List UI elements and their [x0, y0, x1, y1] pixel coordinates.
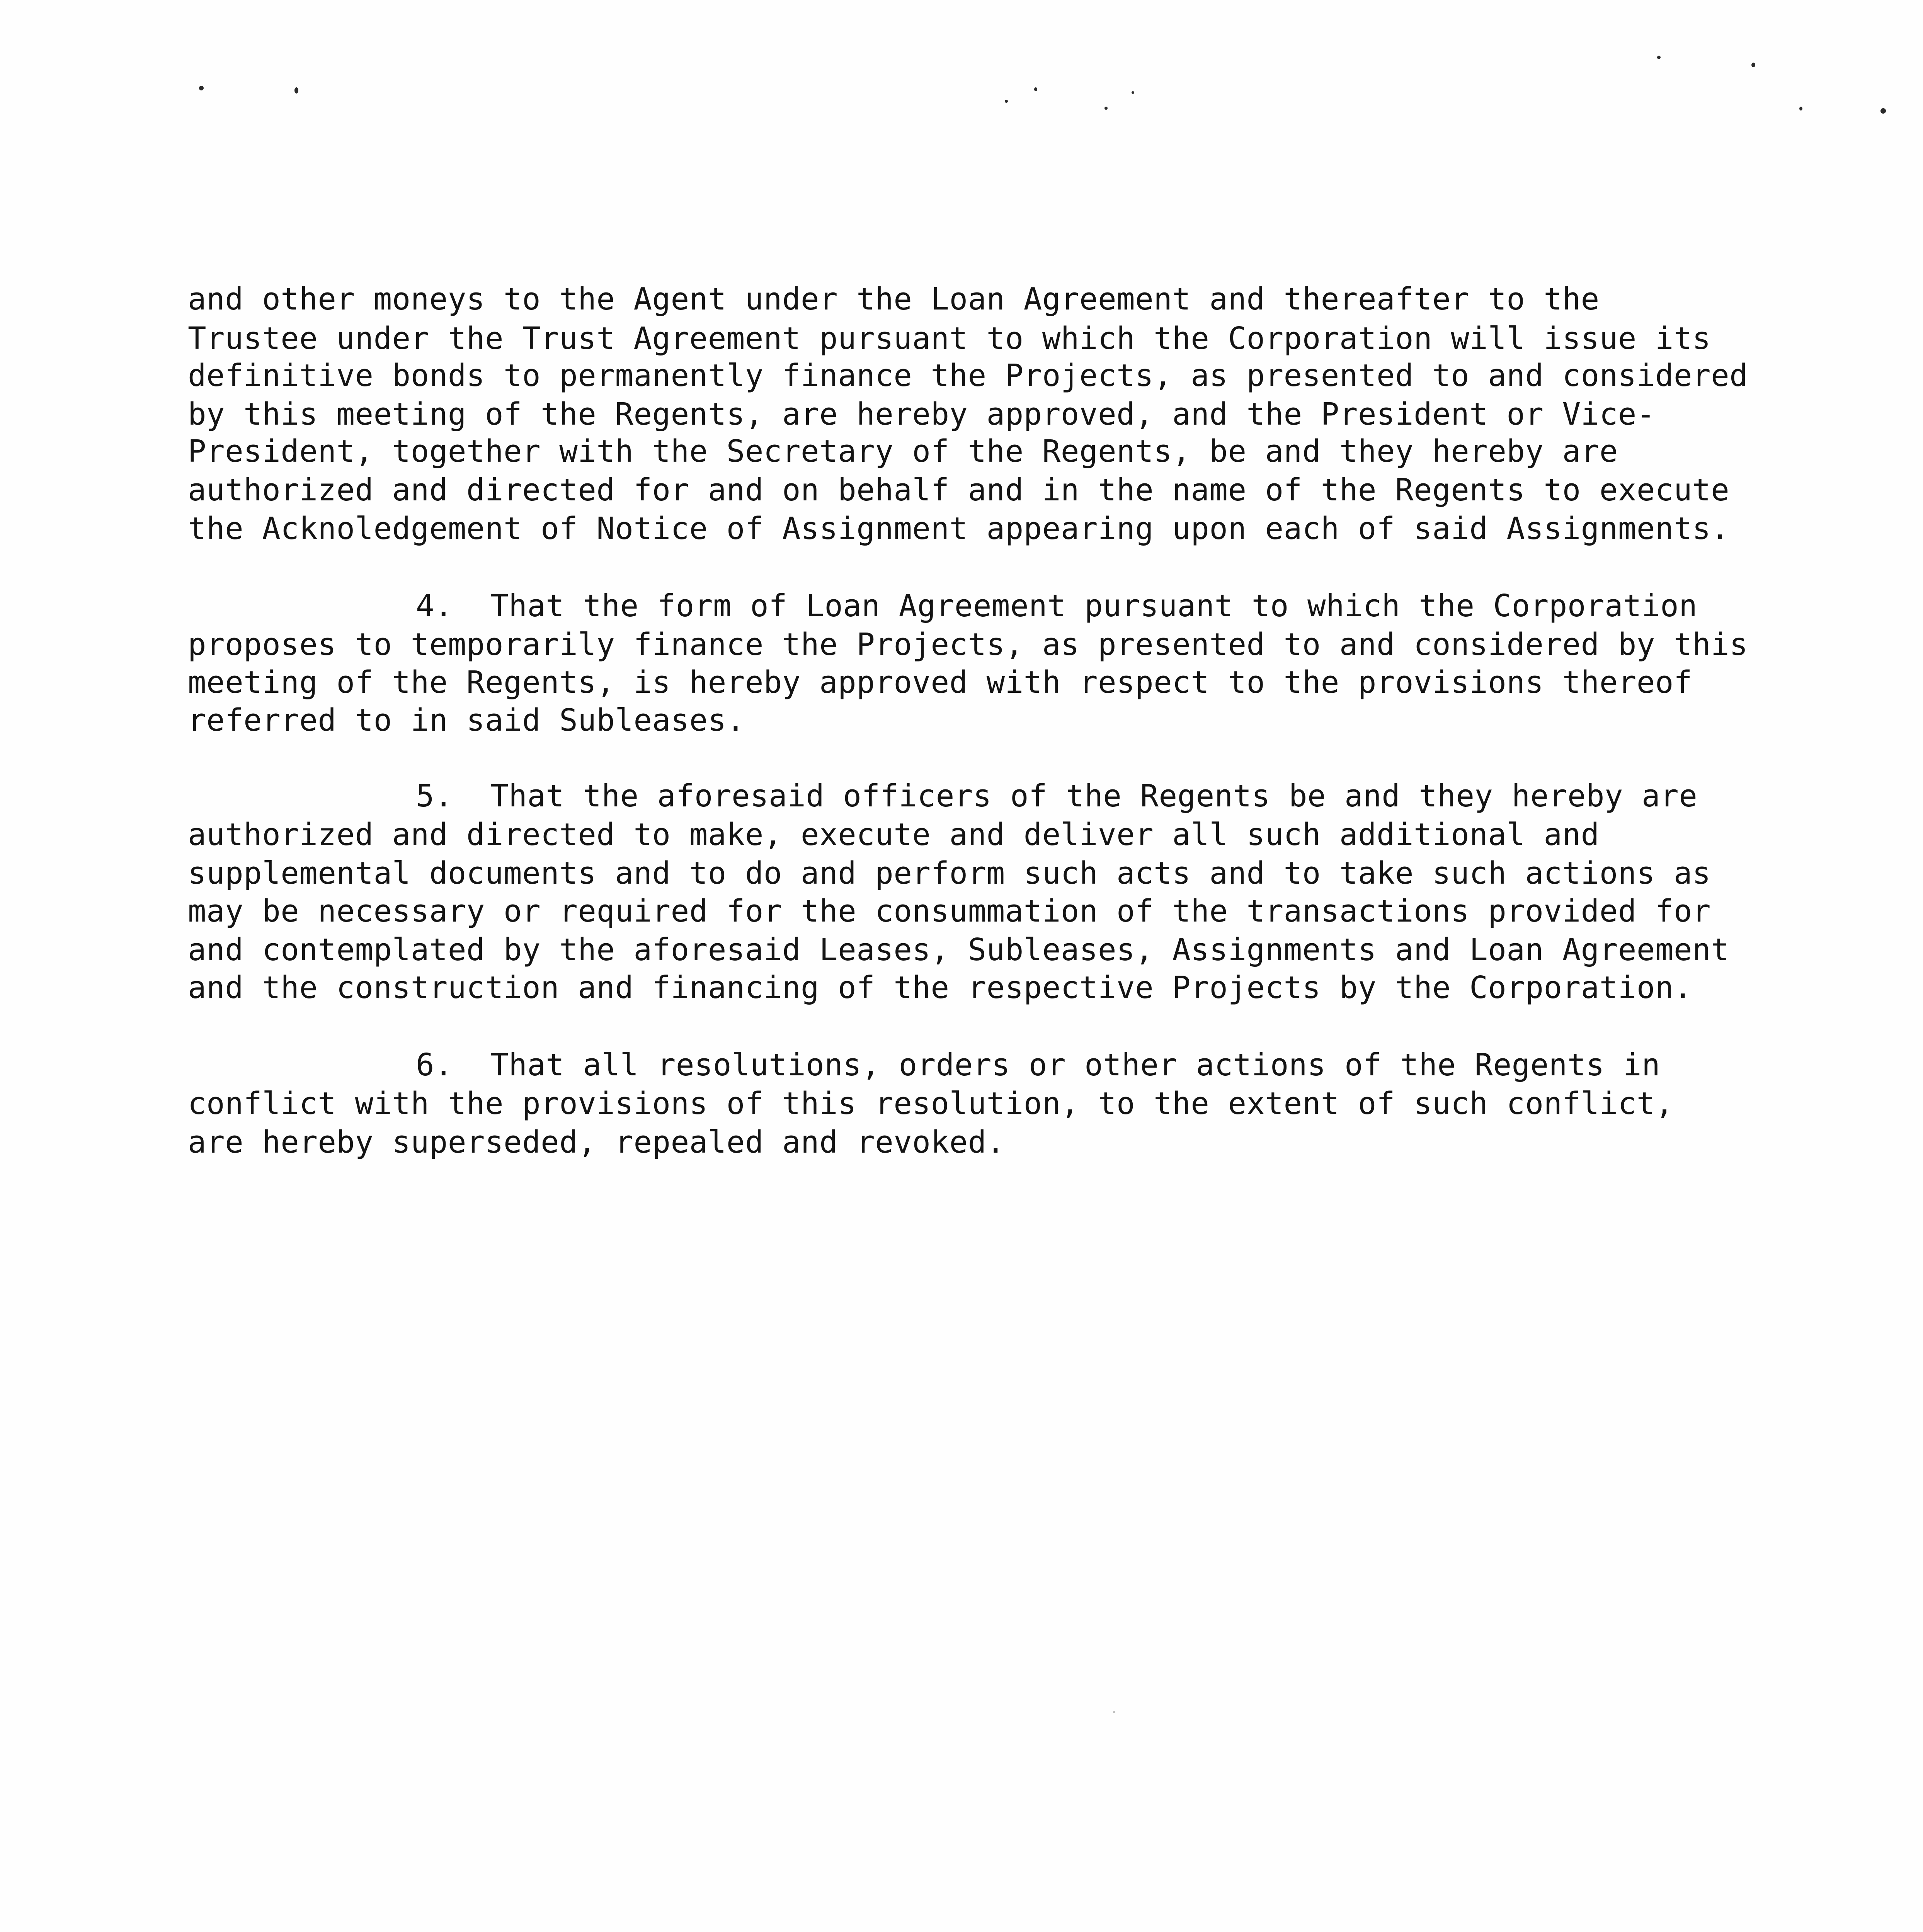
- scan-speck: [294, 87, 298, 94]
- scan-speck: [199, 86, 204, 90]
- text-line: authorized and directed for and on behalf and in the name of the Regents to execute: [188, 472, 1730, 508]
- text-line: conflict with the provisions of this resolution, to the extent of such conflict,: [188, 1086, 1674, 1121]
- text-line: 4. That the form of Loan Agreement pursuant to which the Corporation: [416, 588, 1698, 624]
- text-line: President, together with the Secretary of the Regents, be and they hereby are: [188, 434, 1618, 469]
- text-line: may be necessary or required for the consummation of the transactions provided for: [188, 893, 1711, 929]
- text-line: 6. That all resolutions, orders or other actions of the Regents in: [416, 1047, 1661, 1083]
- text-line: definitive bonds to permanently finance the Projects, as presented to and considered: [188, 358, 1748, 393]
- scan-speck: [1113, 1711, 1115, 1713]
- scan-speck: [1005, 100, 1008, 103]
- scan-speck: [1799, 107, 1802, 111]
- text-line: are hereby superseded, repealed and revoked.: [188, 1124, 1005, 1160]
- text-line: and the construction and financing of the respective Projects by the Corporation.: [188, 970, 1693, 1005]
- text-line: authorized and directed to make, execute and deliver all such additional and: [188, 817, 1600, 852]
- text-line: proposes to temporarily finance the Projects, as presented to and considered by this: [188, 627, 1748, 662]
- text-line: and contemplated by the aforesaid Leases, Subleases, Assignments and Loan Agreement: [188, 932, 1730, 968]
- scan-speck: [1104, 107, 1108, 110]
- text-line: by this meeting of the Regents, are hereby approved, and the President or Vice-: [188, 396, 1655, 432]
- scan-speck: [1657, 56, 1661, 59]
- text-line: meeting of the Regents, is hereby approved with respect to the provisions thereof: [188, 665, 1693, 700]
- text-line: the Acknoledgement of Notice of Assignment appearing upon each of said Assignments.: [188, 511, 1730, 546]
- scan-speck: [1034, 87, 1037, 91]
- text-line: supplemental documents and to do and perform such acts and to take such actions as: [188, 855, 1711, 891]
- scan-speck: [1132, 91, 1134, 94]
- text-line: Trustee under the Trust Agreement pursuant to which the Corporation will issue its: [188, 321, 1711, 356]
- text-line: referred to in said Subleases.: [188, 702, 745, 738]
- text-line: 5. That the aforesaid officers of the Regents be and they hereby are: [416, 778, 1698, 814]
- scan-speck: [1751, 63, 1755, 67]
- scan-speck: [1880, 108, 1886, 114]
- text-line: and other moneys to the Agent under the Loan Agreement and thereafter to the: [188, 281, 1600, 317]
